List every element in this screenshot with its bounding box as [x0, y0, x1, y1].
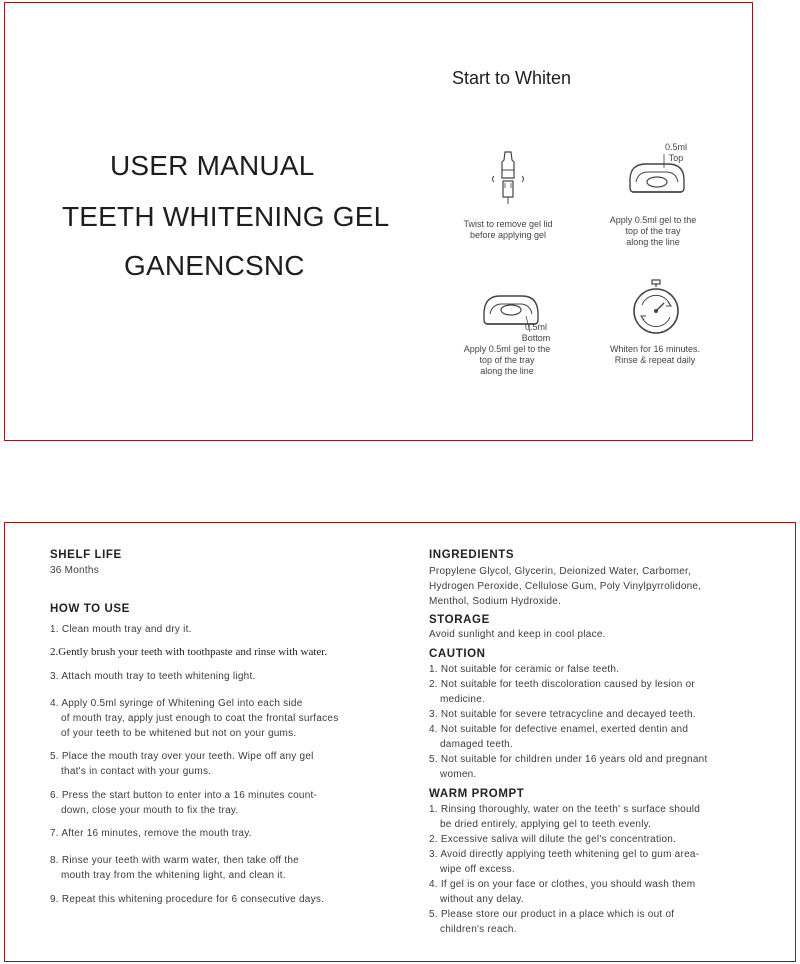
- caution-list: 1. Not suitable for ceramic or false teeth. 2. Not suitable for teeth discoloration caused by lesion or medicine. 3. Not suitable for severe tetracycline and decayed teeth. 4. Not suitable for defective enamel, exerted dentin and damaged teeth. 5. Not suitable for children under 16 years old and pregnant women.: [429, 664, 708, 780]
- step-bottom-dose: 0.5ml Bottom: [521, 322, 551, 343]
- step-top-dose: 0.5ml Top: [664, 142, 687, 163]
- manual-title: USER MANUAL: [110, 150, 315, 181]
- step-twist-caption: Twist to remove gel lid before applying gel: [463, 219, 553, 240]
- warm-prompt-heading: WARM PROMPT: [429, 788, 525, 800]
- mouth-tray-top-icon: [624, 152, 690, 200]
- how-to-step-5: 5. Place the mouth tray over your teeth. Wipe off any gel that's in contact with your gums.: [50, 751, 314, 777]
- step-bottom-caption: Apply 0.5ml gel to the top of the tray along the line: [463, 344, 551, 376]
- caution-heading: CAUTION: [429, 648, 486, 660]
- step-stopwatch-caption: Whiten for 16 minutes. Rinse & repeat daily: [609, 344, 701, 365]
- ingredients-heading: INGREDIENTS: [429, 549, 515, 561]
- how-to-step-4: 4. Apply 0.5ml syringe of Whitening Gel into each side of mouth tray, apply just enough to coat the frontal surfaces of your teeth to be whitened but not on your gums.: [50, 698, 339, 739]
- how-to-use-heading: HOW TO USE: [50, 603, 130, 615]
- ingredients-text: Propylene Glycol, Glycerin, Deionized Water, Carbomer, Hydrogen Peroxide, Cellulose Gum, Poly Vinylpyrrolidone, Menthol, Sodium Hydroxide.: [429, 566, 702, 607]
- storage-heading: STORAGE: [429, 614, 490, 626]
- warm-prompt-list: 1. Rinsing thoroughly, water on the teeth' s surface should be dried entirely, applying gel to teeth evenly. 2. Excessive saliva will dilute the gel's concentration. 3. Avoid directly applying teeth whitening gel to gum area- wipe off excess. 4. If gel is on your face or clothes, you should wash them without any delay. 5. Please store our product in a place which is out of children's reach.: [429, 804, 701, 935]
- step-top-caption: Apply 0.5ml gel to the top of the tray along the line: [609, 215, 697, 247]
- how-to-step-6: 6. Press the start button to enter into a 16 minutes count- down, close your mouth to fix the tray.: [50, 790, 318, 816]
- brand-name: GANENCSNC: [124, 250, 305, 281]
- how-to-step-2: 2.Gently brush your teeth with toothpaste and rinse with water.: [50, 646, 328, 658]
- how-to-step-7: 7. After 16 minutes, remove the mouth tray.: [50, 828, 252, 839]
- start-to-whiten-heading: Start to Whiten: [452, 68, 572, 88]
- how-to-step-9: 9. Repeat this whitening procedure for 6 consecutive days.: [50, 894, 325, 905]
- shelf-life-heading: SHELF LIFE: [50, 549, 122, 561]
- how-to-step-3: 3. Attach mouth tray to teeth whitening light.: [50, 671, 256, 682]
- storage-text: Avoid sunlight and keep in cool place.: [429, 629, 606, 640]
- stopwatch-icon: [626, 278, 686, 338]
- shelf-life-text: 36 Months: [50, 565, 99, 576]
- how-to-step-1: 1. Clean mouth tray and dry it.: [50, 624, 192, 635]
- gel-pen-twist-icon: [488, 148, 528, 206]
- product-title: TEETH WHITENING GEL: [62, 201, 390, 232]
- how-to-step-8: 8. Rinse your teeth with warm water, then take off the mouth tray from the whitening light, and clean it.: [50, 855, 299, 881]
